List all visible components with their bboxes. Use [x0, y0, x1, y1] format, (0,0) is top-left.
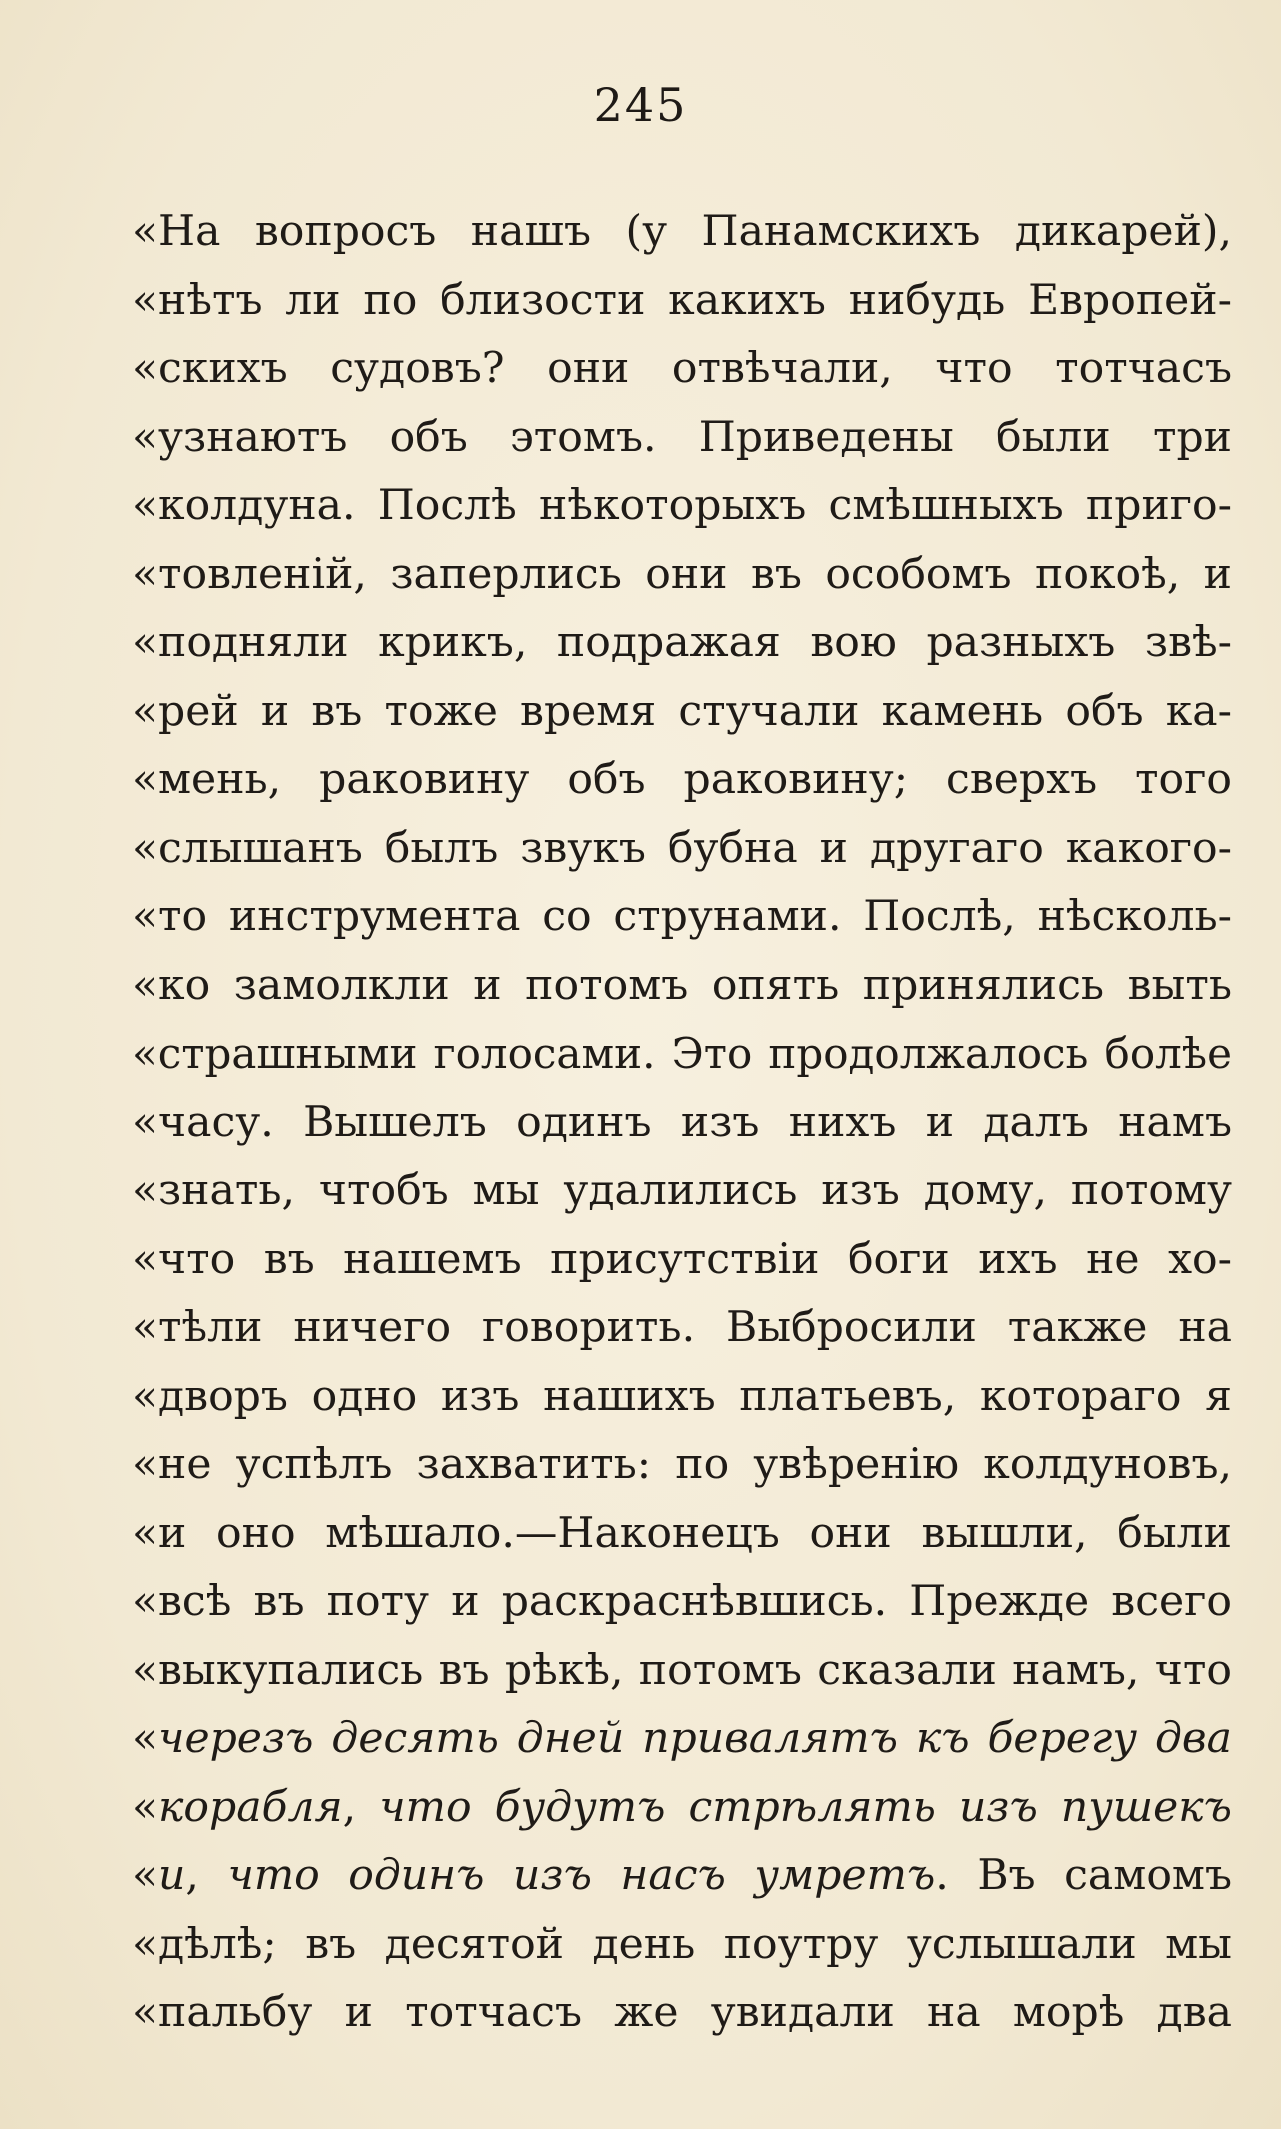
text-segment: « — [132, 1851, 159, 1900]
text-line — [132, 952, 1232, 1021]
text-segment: «подняли крикъ, подражая вою разныхъ звѣ- — [132, 618, 1232, 667]
text-segment: «страшными голосами. Это продолжалось болѣе — [132, 1029, 1232, 1078]
text-segment: «На вопросъ нашъ (у Панамскихъ дикарей), — [132, 207, 1232, 256]
text-line — [132, 1911, 1232, 1980]
text-segment: «колдуна. Послѣ нѣкоторыхъ смѣшныхъ приго- — [132, 481, 1232, 530]
text-line — [132, 1294, 1232, 1363]
text-line — [132, 678, 1232, 747]
text-line — [132, 267, 1232, 336]
text-line — [132, 1089, 1232, 1158]
text-segment: , — [185, 1851, 228, 1900]
text-segment: «мень, раковину объ раковину; сверхъ того — [132, 755, 1232, 804]
text-line — [132, 404, 1232, 473]
page-number: 245 — [593, 78, 688, 132]
text-line — [132, 472, 1232, 541]
text-segment: «нѣтъ ли по близости какихъ нибудь Европей- — [132, 275, 1232, 325]
text-segment: , — [342, 1782, 380, 1832]
text-segment: «слышанъ былъ звукъ бубна и другаго какого- — [132, 823, 1232, 873]
text-line — [132, 335, 1232, 404]
text-line — [132, 815, 1232, 884]
text-segment: «и оно мѣшало.—Наконецъ они вышли, были — [132, 1508, 1232, 1558]
text-line — [132, 1431, 1232, 1500]
text-segment: «тѣли ничего говорить. Выбросили также на — [132, 1303, 1232, 1352]
text-segment: «всѣ въ поту и раскраснѣвшись. Прежде всего — [132, 1577, 1232, 1626]
text-line — [132, 1226, 1232, 1295]
body-text — [132, 198, 1232, 2048]
text-line — [132, 1774, 1232, 1843]
text-segment: «часу. Вышелъ одинъ изъ нихъ и далъ намъ — [132, 1097, 1232, 1147]
text-segment: « — [132, 1714, 159, 1763]
text-segment: «пальбу и тотчасъ же увидали на морѣ два — [132, 1988, 1232, 2037]
text-line — [132, 1020, 1232, 1089]
text-segment: «что въ нашемъ присутствіи боги ихъ не хо- — [132, 1234, 1232, 1284]
text-line — [132, 746, 1232, 815]
text-segment: «то инструмента со струнами. Послѣ, нѣсколь- — [132, 892, 1232, 941]
text-segment: . Въ самомъ — [935, 1851, 1232, 1900]
text-line — [132, 1842, 1232, 1911]
text-segment: «не успѣлъ захватить: по увѣренію колдуновъ, — [132, 1440, 1232, 1489]
text-segment: «товленій, заперлись они въ особомъ покоѣ, и — [132, 549, 1232, 599]
text-line — [132, 609, 1232, 678]
text-segment: «рей и въ тоже время стучали камень объ ка- — [132, 686, 1232, 736]
italic-text-segment: и — [158, 1851, 186, 1900]
text-segment: «дѣлѣ; въ десятой день поутру услышали мы — [132, 1919, 1232, 1969]
text-line — [132, 198, 1232, 267]
text-line — [132, 1979, 1232, 2048]
text-line — [132, 1500, 1232, 1569]
italic-text-segment: корабля — [158, 1782, 343, 1832]
italic-text-segment: что будутъ стрѣлять изъ пушекъ — [379, 1782, 1232, 1832]
text-segment: «выкупались въ рѣкѣ, потомъ сказали намъ, что — [132, 1645, 1232, 1695]
text-segment: « — [132, 1782, 159, 1832]
text-line — [132, 1157, 1232, 1226]
text-segment: «узнаютъ объ этомъ. Приведены были три — [132, 412, 1232, 462]
text-segment: «скихъ судовъ? они отвѣчали, что тотчасъ — [132, 344, 1232, 393]
italic-text-segment: черезъ десять дней привалятъ къ берегу два — [158, 1714, 1232, 1763]
italic-text-segment: что одинъ изъ насъ умретъ — [227, 1851, 936, 1900]
text-line — [132, 541, 1232, 610]
text-segment: «дворъ одно изъ нашихъ платьевъ, котораго я — [132, 1371, 1232, 1421]
text-line — [132, 1363, 1232, 1432]
text-line — [132, 883, 1232, 952]
text-segment: «знать, чтобъ мы удалились изъ дому, потому — [132, 1166, 1232, 1215]
text-line — [132, 1705, 1232, 1774]
text-line — [132, 1568, 1232, 1637]
text-line — [132, 1637, 1232, 1706]
text-segment: «ко замолкли и потомъ опять принялись выть — [132, 960, 1232, 1010]
